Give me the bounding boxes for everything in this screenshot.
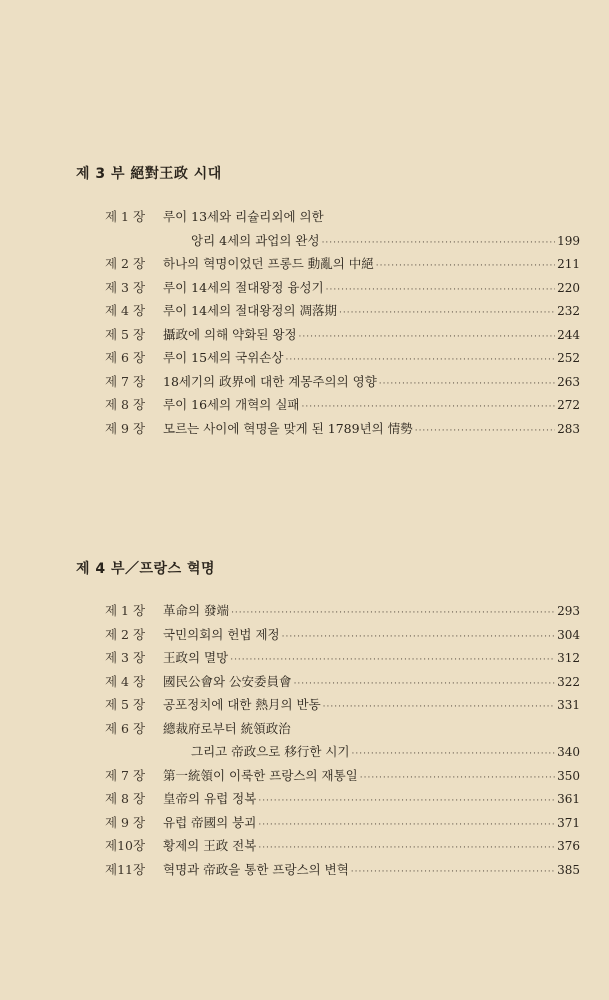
chapter-entry (105, 719, 580, 743)
chapter-title: 皇帝의 유럽 정복 (163, 791, 257, 806)
chapter-number: 제 9 장 (105, 420, 146, 436)
chapter-entry (105, 813, 580, 837)
dot-leader (326, 285, 555, 295)
page-number: 361 (557, 792, 580, 806)
chapter-title: 모르는 사이에 혁명을 맞게 된 1789년의 情勢 (163, 420, 413, 436)
dot-leader (258, 796, 555, 806)
chapter-title: 18세기의 政界에 대한 계몽주의의 영향 (163, 373, 377, 389)
chapter-title: 루이 16세의 개혁의 실패 (163, 397, 300, 412)
dot-leader (302, 402, 556, 412)
chapter-number: 제 5 장 (105, 697, 146, 712)
page-number: 371 (557, 815, 580, 830)
page-number: 340 (557, 745, 580, 759)
page-number: 272 (557, 398, 580, 412)
page-number: 322 (557, 674, 580, 689)
part-4-toc (105, 601, 580, 883)
chapter-title: 루이 15세의 국위손상 (163, 350, 284, 365)
chapter-number: 제 1 장 (105, 603, 146, 618)
chapter-number: 제10장 (105, 838, 146, 853)
chapter-number: 제 9 장 (105, 814, 146, 830)
chapter-entry (105, 207, 580, 231)
chapter-title: 그리고 帝政으로 移行한 시기 (191, 744, 350, 759)
chapter-number: 제 7 장 (105, 767, 146, 783)
dot-leader (299, 332, 556, 342)
part-4-heading: 제 4 부／프랑스 혁명 (76, 561, 216, 577)
dot-leader (285, 355, 555, 365)
chapter-entry (105, 789, 580, 813)
page-number: 263 (557, 374, 580, 389)
dot-leader (230, 655, 555, 665)
dot-leader (376, 261, 555, 271)
part-3-heading: 제 3 부 絕對王政 시대 (76, 166, 222, 182)
page-number: 199 (557, 233, 580, 248)
chapter-number: 제 2 장 (105, 626, 146, 642)
chapter-entry (105, 254, 580, 278)
page-number: 350 (557, 768, 580, 783)
page-number: 252 (557, 351, 580, 365)
dot-leader (352, 749, 556, 759)
page-number: 312 (557, 651, 580, 665)
chapter-number: 제 8 장 (105, 791, 146, 806)
chapter-number: 제11장 (105, 861, 146, 877)
chapter-number: 제 4 장 (105, 673, 146, 689)
dot-leader (322, 238, 556, 248)
page-number: 244 (557, 327, 580, 342)
chapter-number: 제 4 장 (105, 303, 146, 318)
chapter-title-continuation (105, 231, 580, 255)
dot-leader (351, 867, 555, 877)
chapter-title: 유럽 帝國의 붕괴 (163, 814, 257, 830)
chapter-entry (105, 301, 580, 325)
chapter-title: 王政의 멸망 (163, 650, 229, 665)
chapter-title: 하나의 혁명이었던 프롱드 動亂의 中絕 (163, 256, 374, 271)
chapter-title: 공포정치에 대한 熱月의 반동 (163, 697, 321, 712)
dot-leader (379, 379, 555, 389)
chapter-number: 제 5 장 (105, 326, 146, 342)
chapter-number: 제 7 장 (105, 373, 146, 389)
chapter-title: 革命의 發端 (163, 603, 230, 618)
page-number: 293 (557, 604, 580, 618)
chapter-title: 總裁府로부터 統領政治 (163, 720, 291, 736)
chapter-title: 第一統領이 이룩한 프랑스의 재통일 (163, 767, 358, 783)
dot-leader (415, 426, 555, 436)
chapter-title: 혁명과 帝政을 통한 프랑스의 변혁 (163, 861, 349, 877)
chapter-entry (105, 419, 580, 443)
dot-leader (360, 773, 555, 783)
chapter-entry (105, 766, 580, 790)
chapter-number: 제 3 장 (105, 650, 146, 665)
dot-leader (258, 820, 555, 830)
dot-leader (339, 308, 555, 318)
chapter-number: 제 1 장 (105, 209, 146, 224)
chapter-number: 제 6 장 (105, 350, 146, 365)
page-number: 283 (557, 421, 580, 436)
chapter-title: 攝政에 의해 약화된 왕정 (163, 326, 297, 342)
chapter-number: 제 2 장 (105, 256, 146, 271)
chapter-title-continuation (105, 742, 580, 766)
chapter-number: 제 3 장 (105, 279, 146, 295)
chapter-entry (105, 325, 580, 349)
dot-leader (258, 843, 555, 853)
chapter-entry (105, 836, 580, 860)
dot-leader (294, 679, 556, 689)
chapter-entry (105, 625, 580, 649)
page-number: 331 (557, 698, 580, 712)
chapter-title: 국민의회의 헌법 제정 (163, 626, 280, 642)
chapter-title: 앙리 4세의 과업의 완성 (191, 232, 320, 248)
page-number: 211 (557, 257, 580, 271)
dot-leader (231, 608, 555, 618)
chapter-entry (105, 648, 580, 672)
chapter-title: 루이 14세의 절대왕정의 凋落期 (163, 303, 338, 318)
chapter-title: 황제의 王政 전복 (163, 838, 257, 853)
chapter-title: 루이 14세의 절대왕정 융성기 (163, 279, 324, 295)
chapter-number: 제 8 장 (105, 397, 146, 412)
part-3-toc (105, 207, 580, 442)
chapter-entry (105, 348, 580, 372)
dot-leader (282, 632, 555, 642)
page-number: 304 (557, 627, 580, 642)
chapter-entry (105, 372, 580, 396)
page-number: 232 (557, 304, 580, 318)
chapter-title: 國民公會와 公安委員會 (163, 673, 292, 689)
chapter-entry (105, 860, 580, 884)
page-number: 220 (557, 280, 580, 295)
chapter-entry (105, 695, 580, 719)
page-number: 385 (557, 862, 580, 877)
chapter-entry (105, 278, 580, 302)
page-number: 376 (557, 839, 580, 853)
chapter-entry (105, 395, 580, 419)
chapter-entry (105, 672, 580, 696)
chapter-number: 제 6 장 (105, 720, 146, 736)
chapter-entry (105, 601, 580, 625)
dot-leader (323, 702, 555, 712)
chapter-title: 루이 13세와 리슐리외에 의한 (163, 209, 324, 224)
